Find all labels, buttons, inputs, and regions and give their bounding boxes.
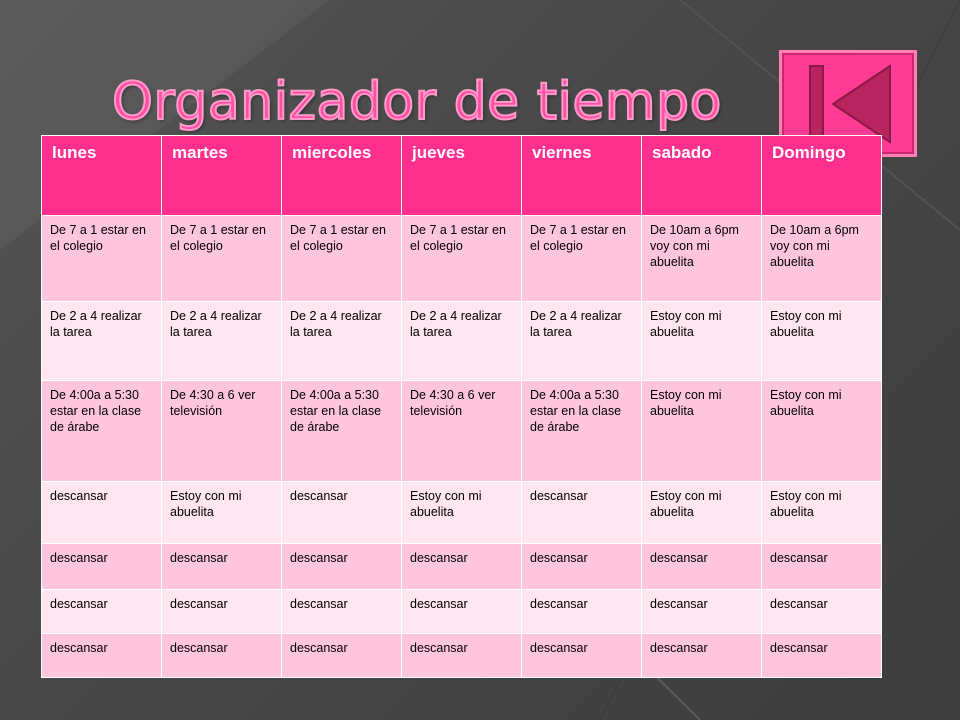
table-row [42, 216, 882, 302]
table-cell: descansar [282, 482, 402, 544]
table-cell: descansar [402, 590, 522, 634]
table-cell: De 2 a 4 realizar la tarea [402, 302, 522, 381]
table-cell: De 7 a 1 estar en el colegio [162, 216, 282, 302]
table-cell: De 7 a 1 estar en el colegio [522, 216, 642, 302]
header-lunes: lunes [42, 136, 162, 216]
table-cell: descansar [522, 544, 642, 590]
table-cell: De 2 a 4 realizar la tarea [162, 302, 282, 381]
table-cell: Estoy con mi abuelita [762, 482, 882, 544]
table-cell: descansar [402, 634, 522, 678]
table-cell: De 2 a 4 realizar la tarea [522, 302, 642, 381]
table-cell: descansar [162, 544, 282, 590]
table-cell: descansar [762, 544, 882, 590]
table-cell: Estoy con mi abuelita [402, 482, 522, 544]
table-cell: descansar [642, 590, 762, 634]
table-cell: descansar [642, 544, 762, 590]
table-cell: De 2 a 4 realizar la tarea [42, 302, 162, 381]
table-cell: De 7 a 1 estar en el colegio [282, 216, 402, 302]
header-row [42, 136, 882, 216]
table-cell: Estoy con mi abuelita [642, 482, 762, 544]
table-cell: De 7 a 1 estar en el colegio [42, 216, 162, 302]
table-cell: descansar [42, 482, 162, 544]
table-cell: descansar [282, 634, 402, 678]
table-cell: descansar [522, 634, 642, 678]
table-cell: descansar [162, 590, 282, 634]
table-cell: descansar [642, 634, 762, 678]
table-cell: De 4:00a a 5:30 estar en la clase de árabe [522, 381, 642, 482]
table-cell: De 10am a 6pm voy con mi abuelita [762, 216, 882, 302]
header-sabado: sabado [642, 136, 762, 216]
header-domingo: Domingo [762, 136, 882, 216]
table-cell: descansar [762, 634, 882, 678]
table-cell: De 4:30 a 6 ver televisión [162, 381, 282, 482]
weekly-schedule-table [41, 135, 882, 678]
table-cell: descansar [42, 634, 162, 678]
table-row [42, 381, 882, 482]
table-cell: De 10am a 6pm voy con mi abuelita [642, 216, 762, 302]
header-viernes: viernes [522, 136, 642, 216]
table-cell: De 4:00a a 5:30 estar en la clase de árabe [42, 381, 162, 482]
table-cell: De 4:30 a 6 ver televisión [402, 381, 522, 482]
table-row [42, 482, 882, 544]
table-cell: descansar [282, 590, 402, 634]
table-row [42, 590, 882, 634]
table-cell: Estoy con mi abuelita [642, 381, 762, 482]
table-cell: De 7 a 1 estar en el colegio [402, 216, 522, 302]
table-cell: descansar [162, 634, 282, 678]
table-row [42, 634, 882, 678]
table-cell: descansar [42, 544, 162, 590]
table-cell: De 4:00a a 5:30 estar en la clase de árabe [282, 381, 402, 482]
header-martes: martes [162, 136, 282, 216]
table-cell: descansar [762, 590, 882, 634]
table-cell: descansar [402, 544, 522, 590]
table-cell: Estoy con mi abuelita [642, 302, 762, 381]
table-cell: De 2 a 4 realizar la tarea [282, 302, 402, 381]
table-cell: Estoy con mi abuelita [162, 482, 282, 544]
table-row [42, 544, 882, 590]
table-cell: descansar [42, 590, 162, 634]
table-cell: descansar [522, 482, 642, 544]
slide-title: Organizador de tiempo [112, 72, 722, 132]
table-cell: descansar [522, 590, 642, 634]
table-cell: Estoy con mi abuelita [762, 381, 882, 482]
header-jueves: jueves [402, 136, 522, 216]
header-miercoles: miercoles [282, 136, 402, 216]
table-row [42, 302, 882, 381]
table-cell: Estoy con mi abuelita [762, 302, 882, 381]
table-cell: descansar [282, 544, 402, 590]
